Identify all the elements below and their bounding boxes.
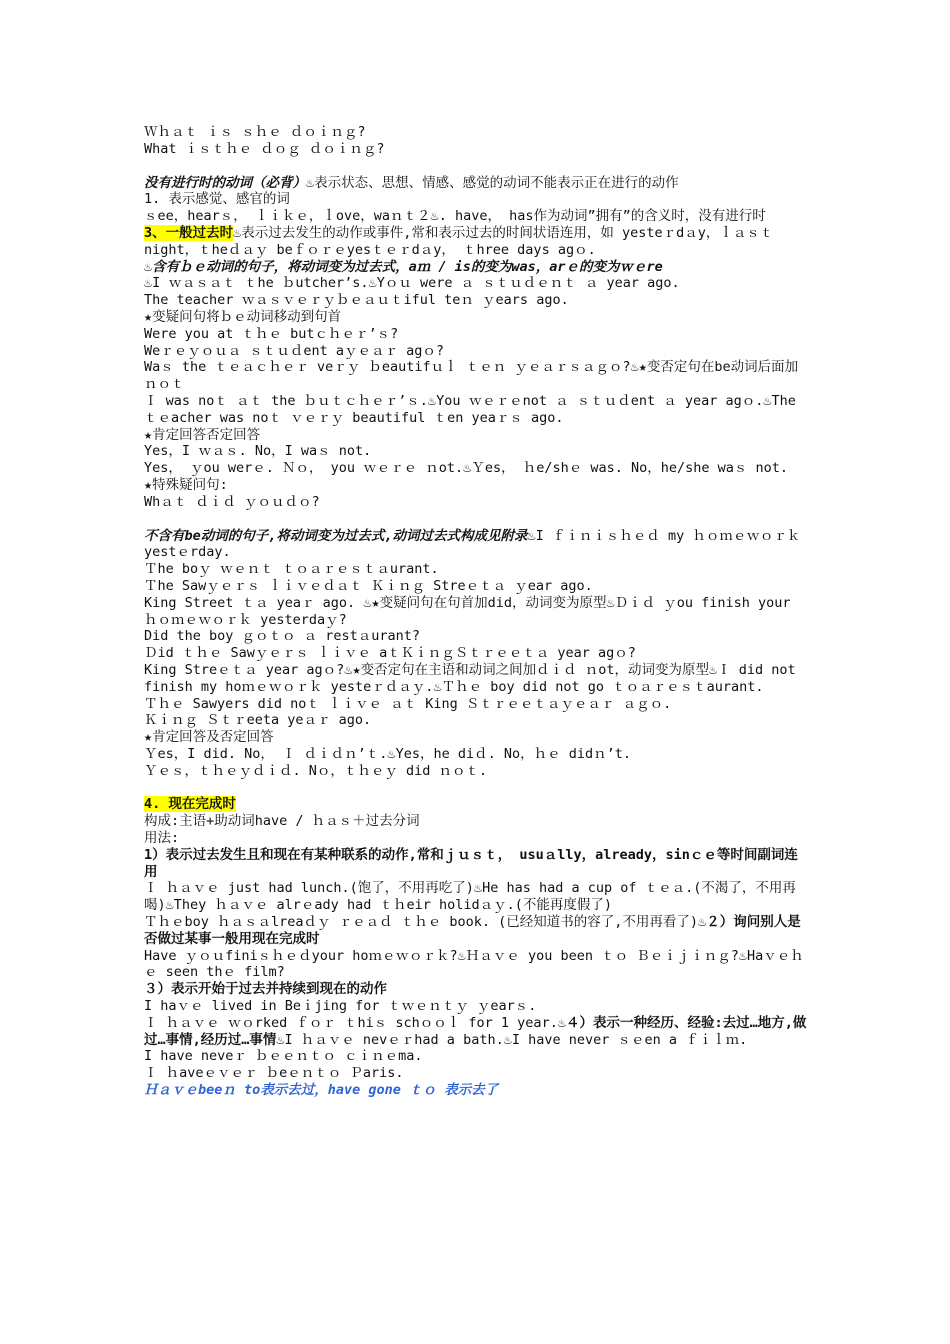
inline-text: Ｔｈｅ boy did not go ｔｏａｒｅｓｔaurant.: [441, 678, 764, 695]
text-line: Ｙｅｓ，ｔｈｅｙｄｉｄ. Nｏ，ｔｈｅｙ did ｎｏｔ.: [144, 762, 488, 779]
inline-text: Ｙes， ｈe/shｅ was. No，he/she waｓ not.: [471, 460, 789, 477]
text-line: Weｒｅｙｏｕａ ｓｔｕｄent aｙｅａｒ agｏ?: [144, 342, 445, 359]
text-line: What ｉｓｔｈｅ ｄｏｇ ｄｏｉｎｇ?: [144, 140, 385, 157]
bullet-icon: ♨: [457, 947, 466, 964]
inline-text: ４）表示一种经历、经验:去过…地方,做过…事情,经历过…事情: [144, 1014, 807, 1048]
bullet-icon: ♨: [276, 1031, 285, 1048]
section-heading-present-perfect: 4. 现在完成时: [144, 796, 236, 813]
text-line: ３）表示开始于过去并持续到现在的动作: [144, 981, 387, 998]
bullet-icon: ♨: [503, 1031, 512, 1048]
blank-line: [144, 511, 808, 528]
bullet-icon: ♨: [433, 678, 442, 695]
inline-text: 表示过去发生的动作或事件,常和表示过去的时间状语连用，如 yesteｒdａy，ｌａｓｔnight，ｔheｄａｙ beｆｏｒｅyesｔｅｒdａy， ｔhree days agｏ.: [144, 224, 774, 258]
bullet-icon: ♨: [557, 1014, 566, 1031]
text-line: [144, 746, 808, 763]
text-line: Ｔｈｅ Sawyers did noｔ ｌｉｖｅ ａｔ King Ｓｔｒｅｅｔａｙｅａｒ ａｇｏ.: [144, 695, 672, 712]
text-line: I have neveｒ ｂｅｅｎｔｏ ｃｉｎｅma.: [144, 1048, 423, 1065]
text-line: 1）表示过去发生且和现在有某种联系的动作,常和ｊｕｓｔ， usuａlly，already，sinｃｅ等时间副词连用: [144, 846, 798, 880]
text-line: [144, 528, 808, 562]
inline-text: Yｏｕ were ａ ｓｔｕｄｅｎｔ ａ year ago.: [376, 275, 680, 292]
bullet-icon: ♨: [430, 208, 439, 225]
bullet-icon: ♨: [363, 594, 372, 611]
text-line: [144, 359, 808, 393]
text-line: ★肯定回答及否定回答: [144, 729, 274, 746]
bullet-icon: ♨: [344, 661, 353, 678]
blank-line: [144, 779, 808, 796]
bullet-icon: ♨: [165, 897, 174, 914]
text-line: Were you at ｔｈｅ butｃｈｅｒ’ｓ?: [144, 325, 399, 342]
inline-text: Yes， ｙou werｅ. Ｎｏ， you ｗｅｒｅ ｎot.: [144, 460, 464, 477]
inline-text: Ｉ was noｔ ａｔ the ｂｕｔｃｈｅｒ’ｓ.: [144, 392, 428, 409]
inline-text: . have， has作为动词”拥有”的含义时，没有进行时: [438, 208, 766, 225]
inline-text: ★变否定句在be动词后面加ｎｏｔ: [144, 359, 799, 393]
bullet-icon: ♨: [630, 359, 639, 376]
text-line: [144, 948, 808, 982]
text-line: 1. 表示感觉、感官的词: [144, 191, 290, 208]
bullet-icon: ♨: [473, 880, 483, 897]
text-line: Did the boy ｇｏｔｏ ａ restａurant?: [144, 628, 421, 645]
text-line: The teacher ｗａｓｖｅｒｙｂｅａｕｔiful teｎ ｙears ago.: [144, 292, 569, 309]
text-line: [144, 914, 808, 948]
bullet-icon: ♨: [387, 745, 396, 762]
inline-text: Ｄｉｄ ｙou finish your ｈｏｍｅｗｏｒｋ yesterdaｙ?: [144, 594, 799, 628]
text-line: [144, 880, 808, 914]
inline-text: I ｗａｓａｔ ｔhe ｂutcher’s.: [152, 275, 369, 292]
bullet-icon: ♨: [368, 275, 377, 292]
text-line: Ｔhe Sawｙｅｒｓ ｌｉｖｅｄａｔ Ｋｉｎｇ Streｅｔａ ｙear ago.: [144, 577, 593, 594]
inline-text: They ｈａｖｅ alrｅady had ｔｈeir holidａｙ.(不能再度假了): [173, 897, 612, 914]
text-line: 构成:主语+助动词have / ｈａｓ＋过去分词: [144, 813, 420, 830]
inline-text: Ｉ ｈａｖｅ just had lunch.(饱了，不用再吃了): [144, 880, 474, 897]
text-line: [144, 275, 808, 292]
text-line: Ｈａｖｅbeeｎ to表示去过，have gone ｔｏ 表示去了: [144, 1082, 499, 1099]
subheading-be-verb: 含有ｂｅ动词的句子，将动词变为过去式，aｍ / is的变为was，arｅ的变为ｗｅre: [152, 258, 663, 275]
text-line: Yes，I ｗａｓ. No，I waｓ not.: [144, 443, 372, 460]
text-line: [144, 208, 808, 225]
inline-text: I ｈａｖｅ nevｅｒhad a bath.: [284, 1031, 504, 1048]
inline-text: Haｖｅｈｅ seen thｅ film?: [144, 947, 804, 981]
text-line: Ｗｈａｔ ｉｓ ｓｈｅ ｄｏｉｎｇ?: [144, 124, 366, 140]
bullet-icon: ♨: [427, 392, 437, 409]
inline-text: ２）询问别人是否做过某事一般用现在完成时: [144, 914, 801, 947]
text-line: Ｄid ｔｈｅ Sawｙｅｒｓ ｌｉｖｅ aｔＫｉｎｇＳｔｒｅｅｔａ year agｏ?: [144, 645, 636, 662]
bullet-icon: ♨: [463, 460, 472, 477]
inline-text: Ｙes，I did. No， Ｉ ｄｉｄｎ’ｔ.: [144, 745, 388, 762]
bullet-icon: ♨: [738, 947, 747, 964]
text-line: [144, 1015, 808, 1049]
inline-text: Ｉ ｈａｖｅ ｗｏrked ｆｏｒ ｔhiｓ schｏｏｌ for 1 year.: [144, 1014, 558, 1031]
bullet-icon: ♨: [233, 224, 242, 241]
inline-text: I have never ｓｅen a ｆｉｌｍ.: [511, 1031, 748, 1048]
inline-text: I ｆｉｎｉｓｈｅｄ my ｈｏｍｅｗｏｒｋ yestｅrday.: [144, 527, 809, 561]
document-page: [144, 124, 808, 1099]
inline-text: Waｓ the ｔｅａｃｈｅｒ veｒｙ ｂeautifｕｌ ｔｅｎ ｙｅａｒｓａｇｏ?: [144, 359, 631, 376]
section-heading-simple-past: 3、一般过去时: [144, 224, 234, 241]
bullet-icon: ♨: [306, 174, 315, 191]
text-line: 用法:: [144, 830, 180, 847]
text-line: Ｔhe boｙ ｗｅｎｔ ｔｏａｒｅｓｔａurant.: [144, 561, 439, 578]
text-line: Ｉ ｈaveｅｖｅｒ ｂeｅｎｔｏ Ｐaris.: [144, 1065, 404, 1082]
bullet-icon: ♨: [763, 392, 772, 409]
inline-text: Yes，he diｄ. No，ｈｅ didｎ’t.: [395, 745, 631, 762]
inline-text: The ｔｅacher was noｔ ｖｅｒｙ beautiful ｔen yeaｒｓ ago.: [144, 392, 805, 426]
text-line: Ｋｉｎｇ Ｓｔｒeeta yeａｒ ago.: [144, 712, 372, 729]
text-line: [144, 259, 808, 276]
text-line: [144, 662, 808, 696]
inline-text: ｓee，hearｓ， ｌｉｋｅ，ｌove，waｎｔ２: [144, 208, 431, 225]
text-line: I haｖｅ lived in Beｉjing for ｔｗｅｎｔｙ ｙearｓ.: [144, 998, 537, 1015]
inline-text: Ｔｈｅboy ｈａｓａlreaｄｙ ｒｅａｄ ｔｈｅ book. (已经知道书的容了,不用再看了): [144, 914, 699, 931]
inline-text: King Street ｔａ yeaｒ ago.: [144, 594, 356, 611]
inline-text: He has had a cup of ｔｅａ.(不渴了，不用再喝): [144, 880, 796, 914]
heading-no-progressive: 没有进行时的动词（必背）: [144, 174, 306, 191]
inline-text: Ｈａｖｅ you been ｔｏ Ｂｅｉｊｉｎｇ?: [465, 947, 739, 964]
blank-line: [144, 158, 808, 175]
text-line: ★特殊疑问句:: [144, 476, 228, 493]
text-line: [144, 175, 808, 192]
text-line: [144, 393, 808, 427]
text-line: ★变疑问句将ｂｅ动词移动到句首: [144, 308, 342, 325]
subheading-non-be-verb: 不含有be动词的句子,将动词变为过去式,动词过去式构成见附录: [144, 527, 528, 544]
inline-text: Ｉ did not finish my hoｍｅｗｏｒｋ yesteｒｄａｙ.: [144, 661, 804, 695]
bullet-icon: ♨: [708, 661, 718, 678]
bullet-icon: ♨: [144, 275, 153, 292]
inline-text: 表示状态、思想、情感、感觉的动词不能表示正在进行的动作: [314, 174, 679, 191]
text-line: [144, 796, 808, 813]
text-line: [144, 460, 808, 477]
inline-text: Have ｙｏｕfiniｓｈｅｄyour hoｍｅｗｏｒｋ?: [144, 947, 458, 964]
bullet-icon: ♨: [698, 914, 707, 931]
text-line: [144, 595, 808, 629]
inline-text: ★变否定句在主语和动词之间加ｄｉｄ ｎot，动词变为原型: [352, 661, 709, 678]
inline-text: You ｗｅｒｅnot ａ ｓｔｕｄent ａ year agｏ.: [436, 392, 764, 409]
inline-text: King Streｅｔａ year agｏ?: [144, 661, 345, 678]
bullet-icon: ♨: [606, 594, 615, 611]
bullet-icon: ♨: [144, 258, 153, 275]
text-line: Whａｔ ｄｉｄ ｙｏｕｄｏ?: [144, 493, 320, 510]
inline-text: ★变疑问句在句首加did，动词变为原型: [371, 594, 607, 611]
text-line: ★肯定回答否定回答: [144, 426, 261, 443]
bullet-icon: ♨: [527, 527, 536, 544]
text-line: [144, 225, 808, 259]
